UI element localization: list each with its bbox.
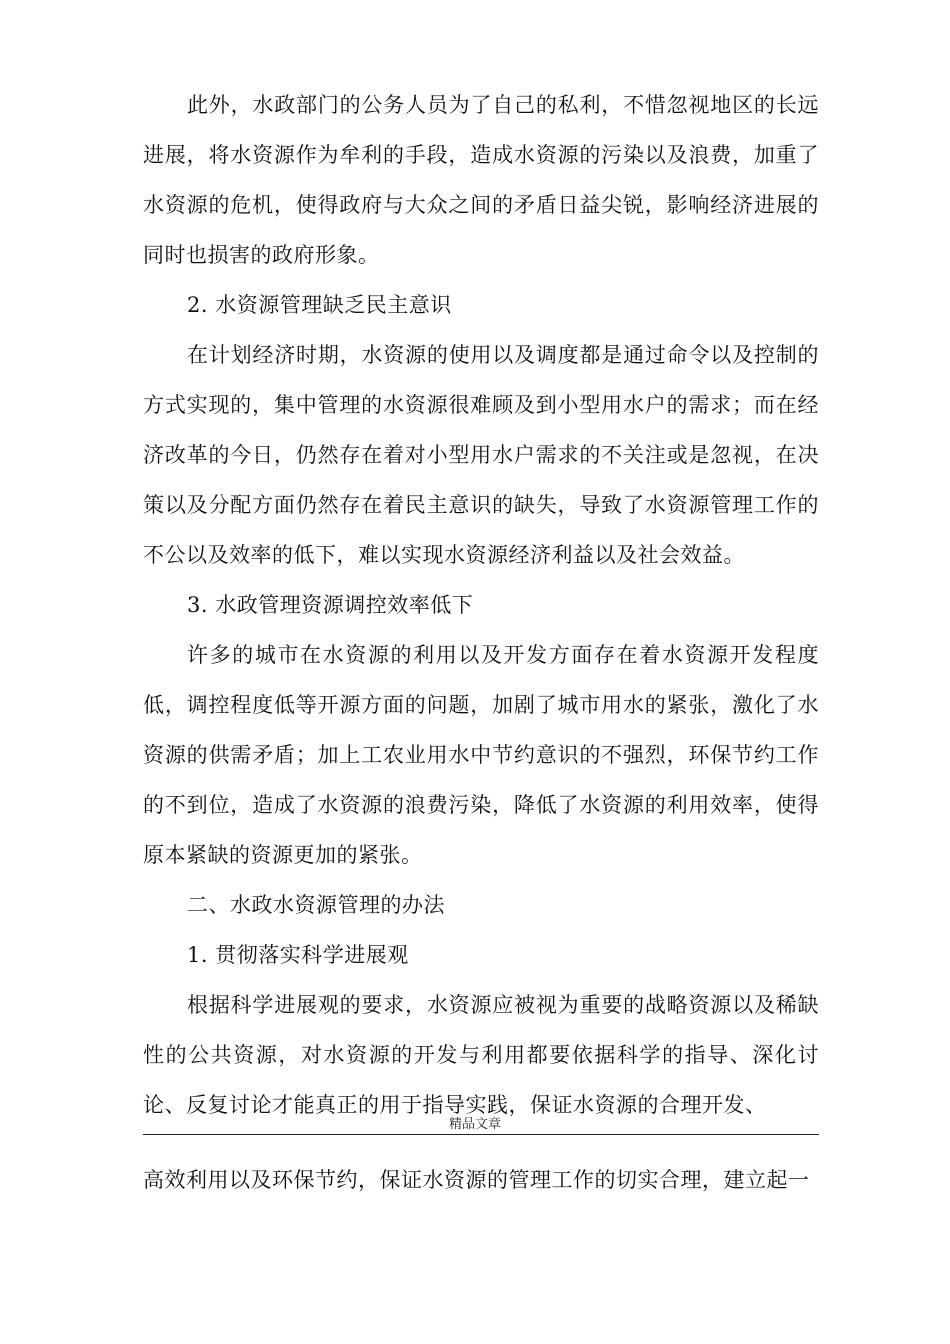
heading-scientific-development: 1. 贯彻落实科学进展观 (187, 943, 409, 967)
heading-regulation: 3. 水政管理资源调控效率低下 (187, 593, 474, 617)
next-page-continuation: 高效利用以及环保节约，保证水资源的管理工作的切实合理，建立起一 (143, 1168, 810, 1192)
heading-methods: 二、水政水资源管理的办法 (187, 893, 445, 917)
heading-democracy: 2. 水资源管理缺乏民主意识 (187, 293, 452, 317)
paragraph-scientific-development: 根据科学进展观的要求，水资源应被视为重要的战略资源以及稀缺性的公共资源，对水资源的开发与利用都要依据科学的指导、深化讨论、反复讨论才能真正的用于指导实践，保证水资源的合理开发、 (143, 993, 819, 1117)
paragraph-regulation: 许多的城市在水资源的利用以及开发方面存在着水资源开发程度低，调控程度低等开源方面的问题，加剧了城市用水的紧张，激化了水资源的供需矛盾；加上工农业用水中节约意识的不强烈，环保节约工作的不到位，造成了水资源的浪费污染，降低了水资源的利用效率，使得原本紧缺的资源更加的紧张。 (143, 643, 819, 867)
paragraph-corruption: 此外，水政部门的公务人员为了自己的私利，不惜忽视地区的长远进展，将水资源作为牟利的手段，造成水资源的污染以及浪费，加重了水资源的危机，使得政府与大众之间的矛盾日益尖锐，影响经济进展的同时也损害的政府形象。 (143, 93, 819, 267)
page-footer-label: 精品文章 (448, 1117, 501, 1132)
document-body (143, 80, 819, 1130)
footer-divider (143, 1134, 819, 1135)
paragraph-democracy: 在计划经济时期，水资源的使用以及调度都是通过命令以及控制的方式实现的，集中管理的水资源很难顾及到小型用水户的需求；而在经济改革的今日，仍然存在着对小型用水户需求的不关注或是忽视，在决策以及分配方面仍然存在着民主意识的缺失，导致了水资源管理工作的不公以及效率的低下，难以实现水资源经济利益以及社会效益。 (143, 343, 819, 567)
